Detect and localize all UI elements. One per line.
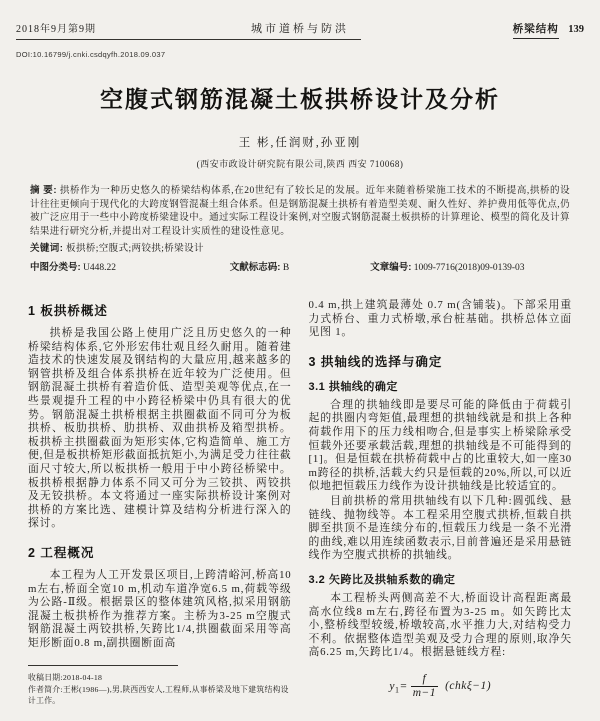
keywords-label: 关键词: [30,243,64,254]
footnote-block [28,672,292,707]
section-2-paragraph: 本工程为人工开发景区项目,上跨清峪河,桥高10 m左右,桥面全宽10 m,机动车道净宽6.5 m,荷载等级为公路-Ⅱ级。根据景区的整体建筑风格,拟采用钢筋混凝土板拱桥作为推荐方案。主桥为3-25 m空腹式钢筋混凝土两铰拱桥,矢跨比1/4,拱圈截面采用等高矩形断面0.8 m,副拱圈断面高 [28,568,292,649]
section-label: 桥梁结构 [513,23,559,39]
section-3-1-paragraph-2: 目前拱桥的常用拱轴线有以下几种:圆弧线、悬链线、抛物线等。本工程采用空腹式拱桥,恒载自拱脚至拱顶不是连续分布的,恒载压力线是一条不光滑的曲线,难以用连续函数表示,目前普遍还是采用悬链线作为空腹式拱桥的拱轴线。 [308,494,572,562]
authors-line: 王 彬,任润财,孙亚刚 [238,137,362,149]
clc-value: U448.22 [83,262,117,273]
received-date: 收稿日期:2018-04-18 [28,673,103,683]
header-rule [16,39,361,40]
right-column [309,299,573,707]
journal-name: 城市道桥与防洪 [251,23,349,35]
section-3-2-paragraph: 本工程桥头两侧高差不大,桥面设计高程距离最高水位线8 m左右,跨径布置为3-25 m。如矢跨比太小,整桥线型较缓,桥墩较高,水平推力大,对结构受力不利。依据整体造型美观及受力合理的原则,取净矢高6.25 m,矢跨比1/4。根据悬链线方程: [308,591,572,659]
section-page [349,21,584,36]
continuation-paragraph: 0.4 m,拱上建筑最薄处 0.7 m(含铺装)。下部采用重力式桥台、重力式桥墩,承台桩基础。拱桥总体立面见图 1。 [308,299,572,339]
doc-code-label: 文献标志码: [229,261,281,273]
article-title: 空腹式钢筋混凝土板拱桥设计及分析 [100,86,500,112]
formula-denominator: m−1 [412,687,437,700]
page-number: 139 [568,24,584,35]
keywords-text: 板拱桥;空腹式;两铰拱;桥梁设计 [66,244,204,254]
article-id-label: 文章编号: [370,261,412,273]
formula-subscript: 1 [394,685,400,695]
formula-equals: = [399,680,408,693]
catenary-equation [309,673,573,700]
formula-fraction [411,673,438,700]
journal-header [16,20,584,59]
formula-variable: y [389,680,395,693]
affiliation-line: (西安市政设计研究院有限公司,陕西 西安 710068) [196,159,404,169]
section-3-1-paragraph-1: 合理的拱轴线即是要尽可能的降低由于荷载引起的拱圈内弯矩值,最理想的拱轴线就是和拱上各种荷载作用下的压力线相吻合,但是事实上桥梁除承受恒载外还要承载活载,理想的拱轴线是不可能得到的[1]。但是恒载在拱桥荷载中占的比重较大,如一座30 m跨径的拱桥,活载大约只是恒载的20%,所以,可以近似地把恒载压力线作为设计拱轴线是比较适宜的。 [308,398,572,493]
section-1-paragraph: 拱桥是我国公路上使用广泛且历史悠久的一种桥梁结构体系,它外形宏伟壮观且经久耐用。随着建造技术的快速发展及钢结构的大量应用,越来越多的钢管拱桥及组合体系拱桥在近年较为广泛使用。但钢筋混凝土拱桥有着造价低、造型美观等优点,在一些景观提升工程的中小跨径桥梁中仍具有很大的优势。钢筋混凝土拱桥根据主拱圈截面不同可分为板拱桥、板肋拱桥、肋拱桥、双曲拱桥及箱型拱桥。板拱桥主拱圈截面为矩形实体,它构造简单、施工方便,但是板拱桥矩形截面抵抗矩小,为满足受力往往截面尺寸较大,所以板拱桥一般用于中小跨径桥梁中。板拱桥根据静力体系不同又可分为三铰拱、两铰拱及无铰拱桥。本文将通过一座实际拱桥设计案例对拱桥的方案比选、建模计算及结构分析进行深入的探讨。 [28,327,292,530]
abstract-label: 摘 要: [30,185,57,196]
article-id-field [370,261,570,276]
section-1-heading: 1 板拱桥概述 [28,304,108,318]
abstract-text: 拱桥作为一种历史悠久的桥梁结构体系,在20世纪有了较长足的发展。近年来随着桥梁施工技术的不断提高,拱桥的设计往往更倾向于现代化的大跨度钢管混凝土组合体系。但是钢筋混凝土拱桥有着造型美观、耐久性好、养护费用低等优点,仍被广泛应用于一些中小跨度桥梁建设中。通过实际工程设计案例,对空腹式钢筋混凝土板拱桥的计算理论、模型的简化及计算结果进行研究分析,并提出对工程设计实质性的建设性意见。 [30,186,571,237]
author-bio: 作者简介:王彬(1986—),男,陕西西安人,工程师,从事桥梁及地下建筑结构设计工作。 [28,684,289,706]
left-column [28,299,292,707]
formula-numerator: f [422,672,427,685]
keywords-block [30,242,570,257]
clc-field [30,261,230,276]
footnote-rule [28,665,178,666]
section-3-2-heading: 3.2 矢跨比及拱轴系数的确定 [308,573,456,586]
two-column-body [28,299,572,707]
doi-line: DOI:10.16799/j.cnki.csdqyfh.2018.09.037 [16,50,166,59]
clc-label: 中图分类号: [30,261,81,273]
formula-rhs: (chkξ−1) [445,680,492,693]
doc-code-field [230,261,370,276]
header-row [16,20,584,36]
section-3-heading: 3 拱轴线的选择与确定 [308,354,443,369]
article-id-value: 1009-7716(2018)09-0139-03 [413,262,525,273]
issue-date: 2018年9月第9期 [16,24,96,35]
meta-row [30,261,570,276]
section-3-1-heading: 3.1 拱轴线的确定 [308,380,398,393]
doc-code-value: B [282,262,290,273]
section-2-heading: 2 工程概况 [28,545,95,560]
abstract-block [30,184,570,239]
